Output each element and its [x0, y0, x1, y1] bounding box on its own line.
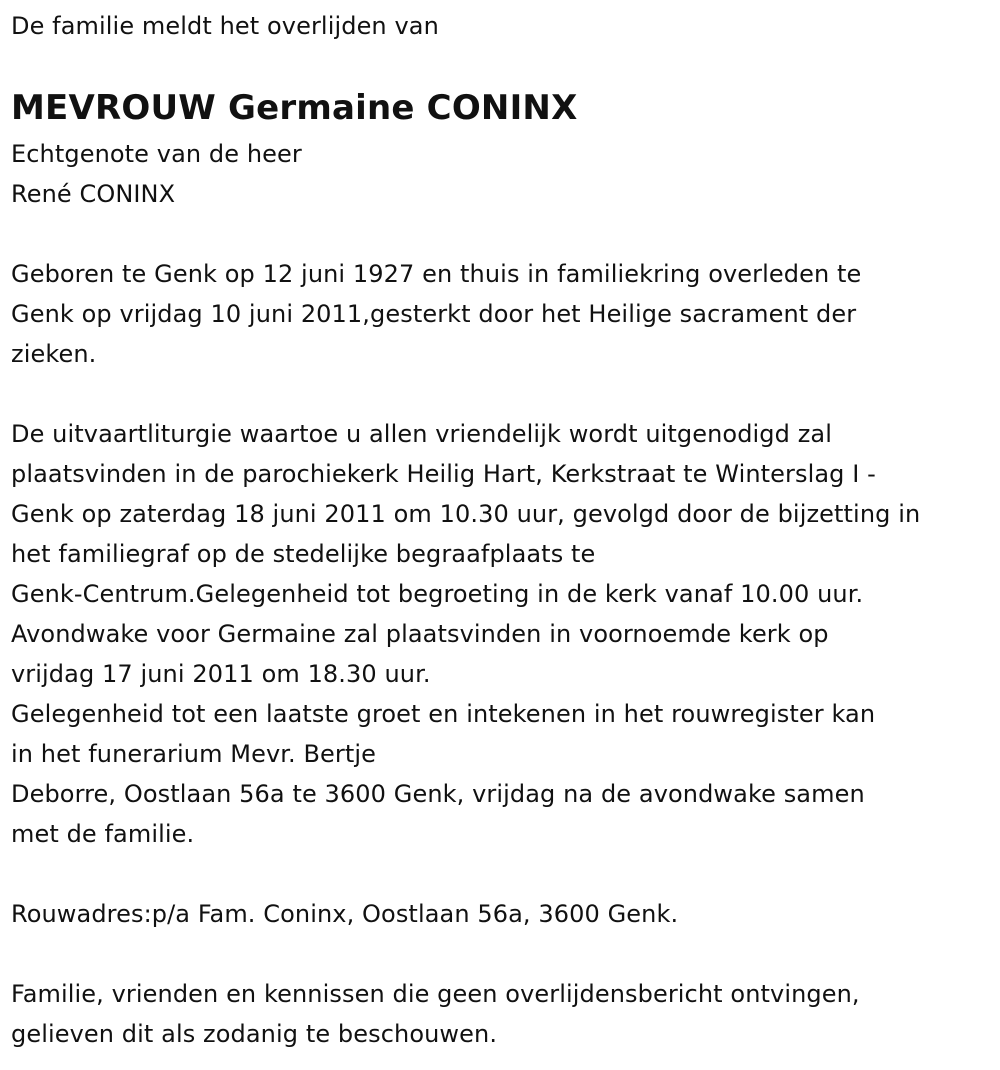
funeral-line: De uitvaartliturgie waartoe u allen vriendelijk wordt uitgenodigd zal [11, 420, 832, 448]
closing-line: Familie, vrienden en kennissen die geen overlijdensbericht ontvingen, [11, 980, 860, 1008]
birth-line: Geboren te Genk op 12 juni 1927 en thuis in familiekring overleden te [11, 260, 862, 288]
funeral-line: met de familie. [11, 820, 195, 848]
closing-paragraph [11, 974, 1000, 1054]
funeral-line: vrijdag 17 juni 2011 om 18.30 uur. [11, 660, 431, 688]
birth-line: zieken. [11, 340, 97, 368]
funeral-line: het familiegraf op de stedelijke begraafplaats te [11, 540, 596, 568]
spacer [11, 854, 1000, 894]
funeral-paragraph [11, 414, 1000, 854]
funeral-line: Genk-Centrum.Gelegenheid tot begroeting in de kerk vanaf 10.00 uur. [11, 580, 864, 608]
mourning-address: Rouwadres:p/a Fam. Coninx, Oostlaan 56a, 3600 Genk. [11, 900, 679, 928]
funeral-line: Genk op zaterdag 18 juni 2011 om 10.30 uur, gevolgd door de bijzetting in [11, 500, 921, 528]
funeral-line: plaatsvinden in de parochiekerk Heilig Hart, Kerkstraat te Winterslag I - [11, 460, 876, 488]
intro-text: De familie meldt het overlijden van [11, 12, 439, 40]
closing-line: gelieven dit als zodanig te beschouwen. [11, 1020, 498, 1048]
funeral-line: Gelegenheid tot een laatste groet en intekenen in het rouwregister kan [11, 700, 876, 728]
funeral-line: Avondwake voor Germaine zal plaatsvinden in voornoemde kerk op [11, 620, 829, 648]
deceased-name: MEVROUW Germaine CONINX [11, 88, 578, 128]
spacer [11, 934, 1000, 974]
spouse-line-1: Echtgenote van de heer [11, 140, 302, 168]
spouse-line-2: René CONINX [11, 180, 176, 208]
birth-paragraph [11, 254, 1000, 374]
spacer [11, 214, 1000, 254]
funeral-line: Deborre, Oostlaan 56a te 3600 Genk, vrijdag na de avondwake samen [11, 780, 865, 808]
birth-line: Genk op vrijdag 10 juni 2011,gesterkt door het Heilige sacrament der [11, 300, 857, 328]
spacer [11, 374, 1000, 414]
funeral-line: in het funerarium Mevr. Bertje [11, 740, 377, 768]
